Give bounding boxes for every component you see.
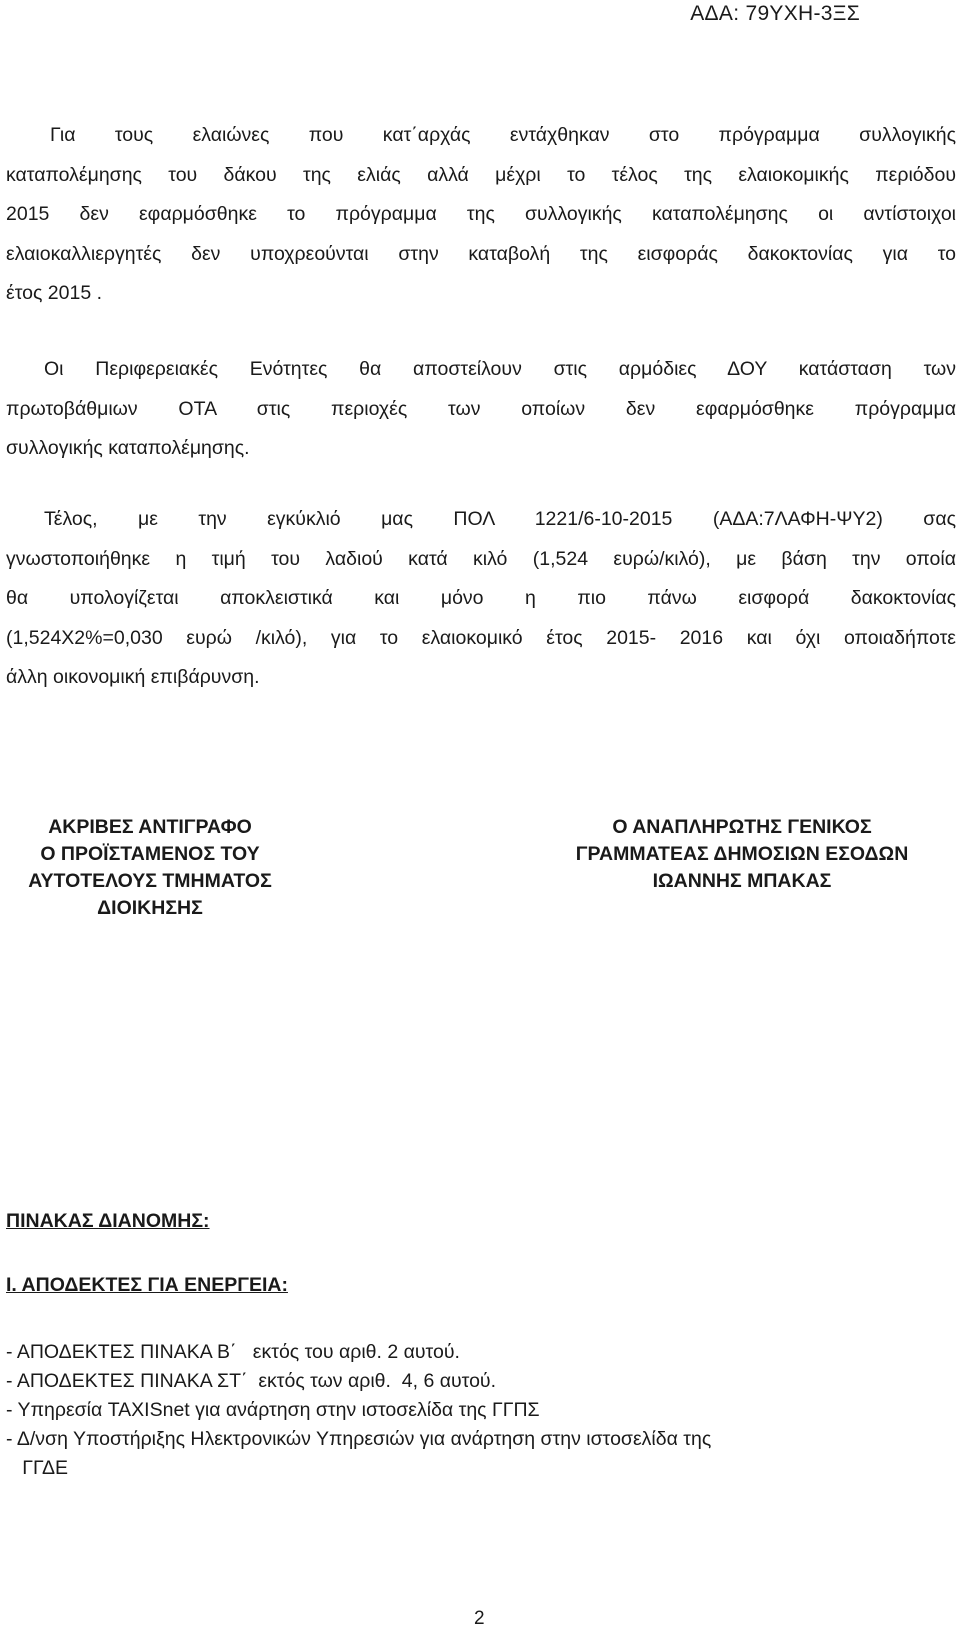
recipient-item: - ΑΠΟΔΕΚΤΕΣ ΠΙΝΑΚΑ ΣΤ΄ εκτός των αριθ. 4, 6 αυτού. <box>6 1370 497 1392</box>
recipients-list <box>6 1338 711 1483</box>
signature-line: ΔΙΟΙΚΗΣΗΣ <box>97 897 203 919</box>
page-number: 2 <box>474 1608 485 1629</box>
paragraph-line: έτος 2015 . <box>6 282 102 305</box>
paragraph-line: Οι Περιφερειακές Ενότητες θα αποστείλουν στις αρμόδιες ΔΟΥ κατάσταση των <box>44 358 956 380</box>
paragraph-line: ελαιοκαλλιεργητές δεν υποχρεούνται στην καταβολή της εισφοράς δακοκτονίας για το <box>6 242 956 265</box>
paragraph-line: πρωτοβάθμιων ΟΤΑ στις περιοχές των οποίων δεν εφαρμόσθηκε πρόγραμμα <box>6 397 956 420</box>
signature-line: ΓΡΑΜΜΑΤΕΑΣ ΔΗΜΟΣΙΩΝ ΕΣΟΔΩΝ <box>575 843 909 865</box>
ada-code: ΑΔΑ: 79ΥΧΗ-3ΞΣ <box>690 2 860 25</box>
paragraph-regional-units <box>6 350 956 469</box>
recipient-item: - Δ/νση Υποστήριξης Ηλεκτρονικών Υπηρεσιών για ανάρτηση στην ιστοσελίδα της <box>6 1428 712 1450</box>
recipient-item: - ΑΠΟΔΕΚΤΕΣ ΠΙΝΑΚΑ Β΄ εκτός του αριθ. 2 αυτού. <box>6 1341 460 1363</box>
paragraph-line: άλλη οικονομική επιβάρυνση. <box>6 666 260 689</box>
paragraph-line: γνωστοποιήθηκε η τιμή του λαδιού κατά κιλό (1,524 ευρώ/κιλό), με βάση την οποία <box>6 547 956 570</box>
paragraph-olive-groves <box>6 116 956 314</box>
distribution-title: ΠΙΝΑΚΑΣ ΔΙΑΝΟΜΗΣ: <box>6 1210 210 1232</box>
recipient-item: - Υπηρεσία TAXISnet για ανάρτηση στην ιστοσελίδα της ΓΓΠΣ <box>6 1399 540 1421</box>
paragraph-oil-price <box>6 500 956 698</box>
recipient-item: ΓΓΔΕ <box>6 1457 68 1479</box>
signature-block-right <box>527 814 957 895</box>
signature-line: Ο ΑΝΑΠΛΗΡΩΤΗΣ ΓΕΝΙΚΟΣ <box>612 816 872 838</box>
distribution-subtitle: Ι. ΑΠΟΔΕΚΤΕΣ ΓΙΑ ΕΝΕΡΓΕΙΑ: <box>6 1274 288 1296</box>
paragraph-line: θα υπολογίζεται αποκλειστικά και μόνο η πιο πάνω εισφορά δακοκτονίας <box>6 587 956 610</box>
signature-block-left <box>0 814 300 922</box>
signature-line: Ο ΠΡΟΪΣΤΑΜΕΝΟΣ ΤΟΥ <box>40 843 260 865</box>
paragraph-line: 2015 δεν εφαρμόσθηκε το πρόγραμμα της συλλογικής καταπολέμησης οι αντίστοιχοι <box>6 203 956 226</box>
paragraph-line: Για τους ελαιώνες που κατ΄αρχάς εντάχθηκαν στο πρόγραμμα συλλογικής <box>50 124 956 146</box>
signature-line: ΑΚΡΙΒΕΣ ΑΝΤΙΓΡΑΦΟ <box>48 816 252 838</box>
paragraph-line: Τέλος, με την εγκύκλιό μας ΠΟΛ 1221/6-10-2015 (ΑΔΑ:7ΛΑΦΗ-ΨΥ2) σας <box>44 508 956 530</box>
signature-line: ΙΩΑΝΝΗΣ ΜΠΑΚΑΣ <box>652 870 832 892</box>
paragraph-line: καταπολέμησης του δάκου της ελιάς αλλά μέχρι το τέλος της ελαιοκομικής περιόδου <box>6 163 956 186</box>
paragraph-line: (1,524Χ2%=0,030 ευρώ /κιλό), για το ελαιοκομικό έτος 2015- 2016 και όχι οποιαδήποτε <box>6 626 956 649</box>
paragraph-line: συλλογικής καταπολέμησης. <box>6 437 250 460</box>
signature-line: ΑΥΤΟΤΕΛΟΥΣ ΤΜΗΜΑΤΟΣ <box>28 870 272 892</box>
